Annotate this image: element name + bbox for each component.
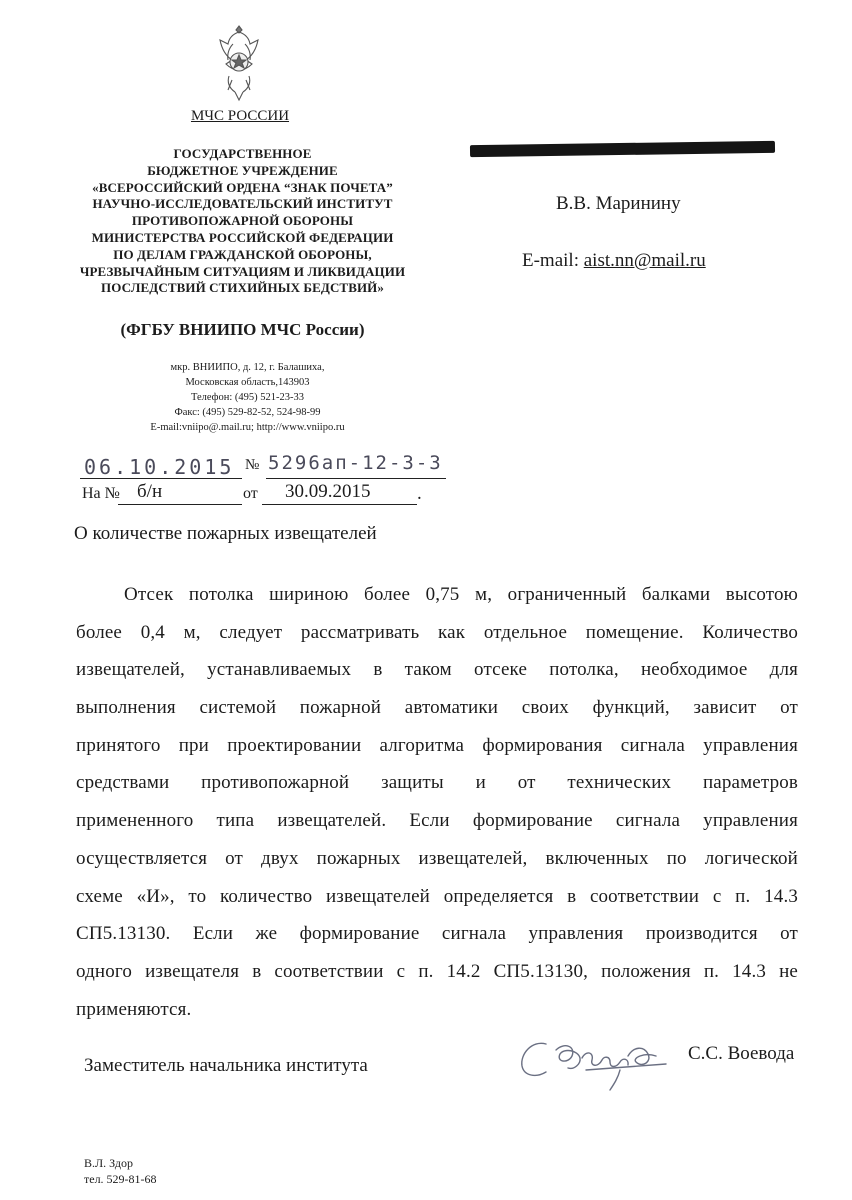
body-line: осуществляется от двух пожарных извещателей, включенных по логической bbox=[76, 847, 798, 869]
body-line: одного извещателя в соответствии с п. 14.2 СП5.13130, положения п. 14.3 не bbox=[76, 960, 798, 982]
body-line: извещателей, устанавливаемых в таком отсеке потолка, необходимое для bbox=[76, 659, 798, 681]
executor-block bbox=[84, 1155, 157, 1187]
executor-name: В.Л. Здор bbox=[84, 1156, 133, 1170]
body-line: выполнения системой пожарной автоматики своих функций, зависит от bbox=[76, 697, 798, 719]
emchs-emblem-icon bbox=[214, 22, 264, 104]
signatory-position: Заместитель начальника института bbox=[84, 1055, 368, 1076]
from-value: 30.09.2015 bbox=[285, 481, 371, 502]
ministry-name bbox=[140, 108, 340, 125]
from-label: от bbox=[243, 485, 258, 502]
reg-date: 06.10.2015 bbox=[84, 455, 235, 479]
body-line: средствами противопожарной защиты и от технических параметров bbox=[76, 772, 798, 794]
ref-value: б/н bbox=[137, 481, 163, 502]
recipient-email-line bbox=[522, 250, 706, 272]
contact-line: Телефон: (495) 521-23-33 bbox=[190, 392, 305, 403]
contact-line: Московская область,143903 bbox=[185, 377, 310, 388]
recipient-name: В.В. Маринину bbox=[556, 193, 681, 214]
body-line: Отсек потолка шириною более 0,75 м, ограниченный балками высотою bbox=[124, 584, 798, 605]
executor-phone: тел. 529-81-68 bbox=[84, 1172, 157, 1186]
body-line: применяются. bbox=[76, 998, 192, 1020]
letter-body bbox=[76, 576, 798, 1028]
org-line: ПРОТИВОПОЖАРНОЙ ОБОРОНЫ bbox=[131, 213, 354, 229]
org-line: ПОСЛЕДСТВИЙ СТИХИЙНЫХ БЕДСТВИЙ» bbox=[100, 280, 384, 296]
email-link[interactable]: aist.nn@mail.ru bbox=[583, 250, 706, 271]
contact-line: E-mail:vniipo@.mail.ru; http://www.vniipo.ru bbox=[150, 422, 345, 433]
contact-line: Факс: (495) 529-82-52, 524-98-99 bbox=[174, 407, 321, 418]
ref-label: На № bbox=[82, 485, 120, 502]
body-line: СП5.13130. Если же формирование сигнала управления производится от bbox=[76, 923, 798, 945]
body-line: схеме «И», то количество извещателей определяется в соответствии с п. 14.3 bbox=[76, 885, 798, 907]
organization-block bbox=[70, 146, 415, 297]
signatory-name: С.С. Воевода bbox=[688, 1043, 795, 1064]
redaction-bar bbox=[470, 141, 775, 157]
reg-number: 5296ап-12-3-3 bbox=[268, 452, 443, 474]
org-line: МИНИСТЕРСТВА РОССИЙСКОЙ ФЕДЕРАЦИИ bbox=[91, 229, 394, 245]
body-line: более 0,4 м, следует рассматривать как отдельное помещение. Количество bbox=[76, 621, 798, 643]
email-label: E-mail: bbox=[522, 250, 579, 271]
org-line: НАУЧНО-ИССЛЕДОВАТЕЛЬСКИЙ ИНСТИТУТ bbox=[92, 196, 393, 212]
ministry-name-text: МЧС РОССИИ bbox=[190, 108, 290, 124]
org-line: ПО ДЕЛАМ ГРАЖДАНСКОЙ ОБОРОНЫ, bbox=[113, 246, 372, 262]
contact-line: мкр. ВНИИПО, д. 12, г. Балашиха, bbox=[170, 362, 325, 373]
org-short-name: (ФГБУ ВНИИПО МЧС России) bbox=[120, 320, 365, 339]
org-line: «ВСЕРОССИЙСКИЙ ОРДЕНА “ЗНАК ПОЧЕТА” bbox=[92, 179, 393, 195]
contacts-block bbox=[120, 360, 375, 435]
from-dot: . bbox=[417, 483, 422, 504]
handwritten-signature bbox=[516, 1030, 686, 1096]
org-line: ГОСУДАРСТВЕННОЕ bbox=[173, 146, 312, 161]
org-line: ЧРЕЗВЫЧАЙНЫМ СИТУАЦИЯМ И ЛИКВИДАЦИИ bbox=[79, 263, 406, 279]
letter-subject: О количестве пожарных извещателей bbox=[74, 523, 377, 544]
reg-number-prefix: № bbox=[245, 457, 260, 473]
body-line: принятого при проектировании алгоритма формирования сигнала управления bbox=[76, 734, 798, 756]
org-line: БЮДЖЕТНОЕ УЧРЕЖДЕНИЕ bbox=[147, 162, 338, 178]
body-line: примененного типа извещателей. Если формирование сигнала управления bbox=[76, 810, 798, 832]
